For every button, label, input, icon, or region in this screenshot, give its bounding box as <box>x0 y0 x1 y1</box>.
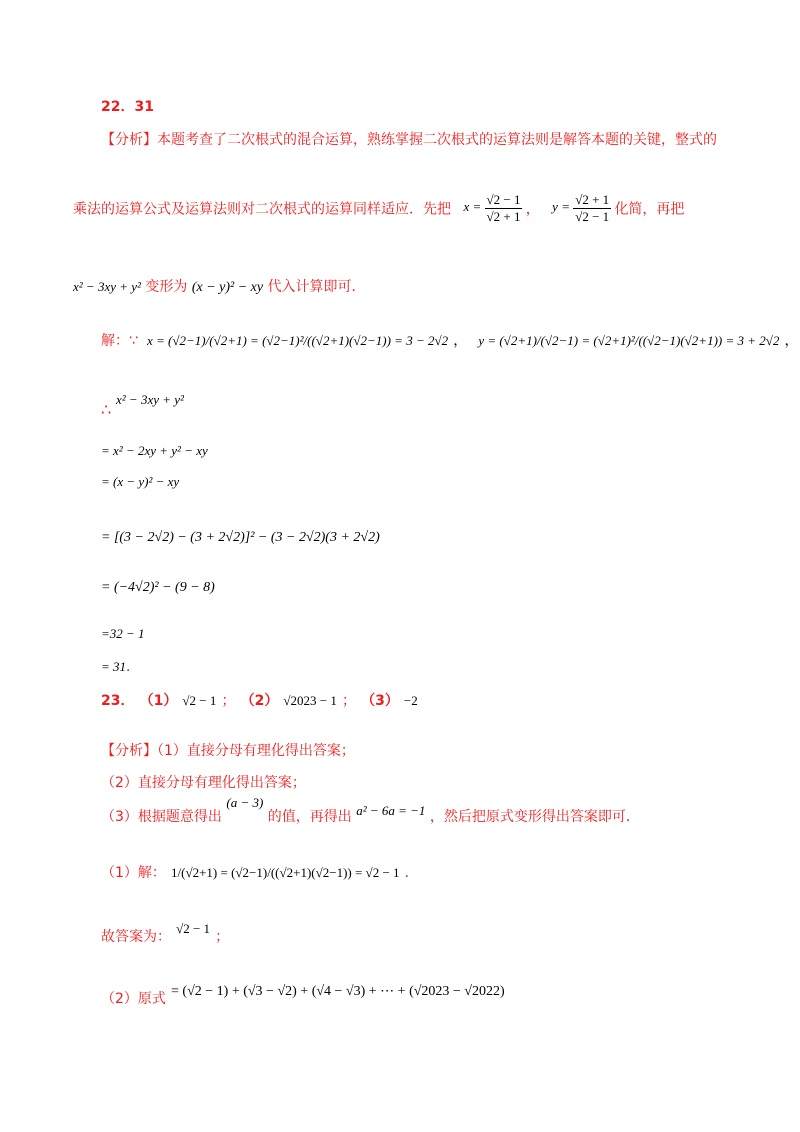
separator: ， <box>525 201 540 218</box>
y-lhs: y = <box>552 199 570 215</box>
analysis-text: ，然后把原式变形得出答案即可． <box>429 809 640 825</box>
analysis-text: 化简，再把 <box>614 201 685 218</box>
y-fraction <box>573 192 611 225</box>
expression: a² − 6a = −1 <box>356 803 426 818</box>
answer-line <box>101 921 230 946</box>
answer-1: √2 − 1 <box>182 693 217 708</box>
step-0: x² − 3xy + y² <box>116 392 184 407</box>
solution-y: y = (√2+1)/(√2−1) = (√2+1)²/((√2−1)(√2+1)) = 3 + 2√2 <box>478 333 780 348</box>
step-4: = (−4√2)² − (9 − 8) <box>101 580 215 595</box>
analysis-line-2 <box>73 192 684 225</box>
step-1: = x² − 2xy + y² − xy <box>101 443 208 458</box>
solution-label: （2）原式 <box>101 991 166 1007</box>
separator: ； <box>215 929 230 945</box>
x-definition <box>463 192 525 224</box>
step-3: = [(3 − 2√2) − (3 + 2√2)]² − (3 − 2√2)(3 + 2√2) <box>101 530 380 545</box>
solution-expression: = (√2 − 1) + (√3 − √2) + (√4 − √3) + ⋯ + (√2023 − √2022) <box>171 984 505 999</box>
x-lhs: x = <box>463 199 482 215</box>
step-6: = 31 <box>101 659 127 674</box>
separator: ； <box>221 693 236 709</box>
analysis-tag: 【分析】 <box>101 743 157 759</box>
analysis-text: （1）直接分母有理化得出答案； <box>157 743 355 759</box>
question-23-number: 23． <box>101 693 135 709</box>
answer-2: √2023 − 1 <box>283 693 337 708</box>
answer-expression: √2 − 1 <box>176 921 211 936</box>
part-2-label: （2） <box>240 693 279 709</box>
analysis-line-1 <box>101 129 717 149</box>
analysis-text: 乘法的运算公式及运算法则对二次根式的运算同样适应．先把 <box>73 201 451 218</box>
solution-label: （1）解： <box>101 865 166 881</box>
x-numerator: √2 − 1 <box>486 192 521 207</box>
solution-23-2 <box>101 980 505 1007</box>
step-6-line <box>101 656 140 676</box>
analysis-tag: 【分析】 <box>101 132 157 148</box>
therefore-symbol: ∴ <box>101 400 112 419</box>
period: ． <box>404 865 419 881</box>
expression: (x − y)² − xy <box>191 280 264 295</box>
step-5: =32 − 1 <box>101 626 145 641</box>
separator: ； <box>341 693 356 709</box>
step-2: = (x − y)² − xy <box>101 474 180 489</box>
x-denominator: √2 + 1 <box>486 209 521 224</box>
answer-label: 故答案为： <box>101 929 171 945</box>
x-fraction <box>485 192 523 225</box>
expression: x² − 3xy + y² <box>73 279 141 294</box>
analysis-line-3 <box>73 276 366 296</box>
analysis-23-line-1 <box>101 740 355 760</box>
solution-label: 解：∵ <box>101 333 138 349</box>
period: ． <box>126 659 141 675</box>
solution-xy-line: 解：∵ x = (√2−1)/(√2+1) = (√2−1)²/((√2+1)(√2−1)) = 3 − 2√2 ， y = (√2+1)/(√2−1) = (√2+1)²/((√2−1)(√2+1)) = 3 + 2√2 ， <box>101 333 799 349</box>
analysis-text: 变形为 <box>145 279 188 295</box>
part-3-label: （3） <box>361 693 399 709</box>
y-denominator: √2 − 1 <box>575 209 610 224</box>
analysis-text: 代入计算即可． <box>267 279 366 295</box>
solution-expression: 1/(√2+1) = (√2−1)/((√2+1)(√2−1)) = √2 − 1 <box>171 865 400 880</box>
y-numerator: √2 + 1 <box>575 192 610 207</box>
y-definition <box>552 192 614 224</box>
solution-x: x = (√2−1)/(√2+1) = (√2−1)²/((√2+1)(√2−1)) = 3 − 2√2 <box>147 333 449 348</box>
analysis-text: （3）根据题意得出 <box>101 809 222 825</box>
analysis-23-line-2: （2）直接分母有理化得出答案； <box>101 775 306 791</box>
part-1-label: （1） <box>139 693 178 709</box>
analysis-text: 的值，再得出 <box>267 809 352 825</box>
question-22-number: 22．31 <box>101 99 154 115</box>
question-23-answers <box>101 690 418 710</box>
answer-3: −2 <box>403 693 418 708</box>
expression: (a − 3) <box>226 795 264 810</box>
solution-23-1 <box>101 862 419 882</box>
analysis-text: 本题考查了二次根式的混合运算，熟练掌握二次根式的运算法则是解答本题的关键，整式的 <box>157 132 717 148</box>
analysis-23-line-3 <box>101 795 640 826</box>
